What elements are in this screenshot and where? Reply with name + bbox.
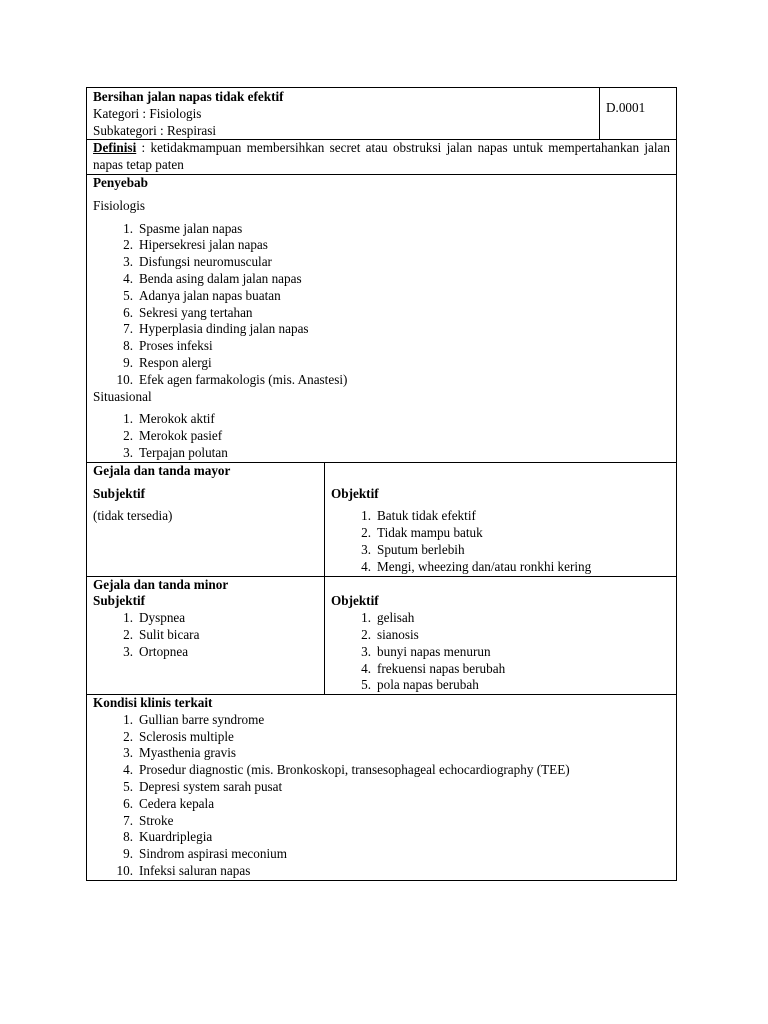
- list-item-text: Kuardriplegia: [139, 829, 213, 845]
- list-item-number: 1.: [123, 711, 133, 727]
- mayor-subjektif-cell: [87, 462, 325, 576]
- list-item: [93, 712, 670, 729]
- minor-row: [87, 576, 677, 695]
- minor-subjektif-list: [93, 610, 318, 660]
- definisi-row: [87, 140, 677, 175]
- code-cell: [600, 88, 677, 140]
- list-item-number: 5.: [123, 287, 133, 303]
- mayor-row: [87, 462, 677, 576]
- list-item: [331, 542, 670, 559]
- list-item: [331, 644, 670, 661]
- list-item-number: 4.: [123, 270, 133, 286]
- list-item: [93, 863, 670, 880]
- list-item-text: Terpajan polutan: [139, 444, 228, 460]
- list-item: [331, 661, 670, 678]
- list-item: [93, 254, 670, 271]
- kondisi-list: [93, 712, 670, 880]
- list-item-text: Merokok aktif: [139, 411, 215, 427]
- list-item: [331, 559, 670, 576]
- list-item: [93, 445, 670, 462]
- list-item-number: 6.: [123, 795, 133, 811]
- diagnosis-code: D.0001: [606, 100, 646, 115]
- list-item-text: Dyspnea: [139, 610, 186, 626]
- list-item-text: Disfungsi neuromuscular: [139, 254, 272, 270]
- list-item-number: 3.: [123, 745, 133, 761]
- minor-objektif-cell: [325, 576, 677, 695]
- list-item-number: 2.: [123, 428, 133, 444]
- list-item: [93, 829, 670, 846]
- list-item: [331, 627, 670, 644]
- list-item-text: Sindrom aspirasi meconium: [139, 846, 287, 862]
- list-item-number: 1.: [361, 610, 371, 626]
- list-item-number: 7.: [123, 321, 133, 337]
- list-item-text: Sputum berlebih: [377, 541, 465, 557]
- list-item-number: 4.: [123, 762, 133, 778]
- header-cell: [87, 88, 600, 140]
- list-item-text: Efek agen farmakologis (mis. Anastesi): [139, 371, 348, 387]
- list-item: [331, 508, 670, 525]
- list-item-text: Hyperplasia dinding jalan napas: [139, 321, 309, 337]
- list-item-number: 7.: [123, 812, 133, 828]
- mayor-objektif-list: [331, 508, 670, 575]
- situasional-list: [93, 411, 670, 461]
- list-item-text: Sclerosis multiple: [139, 728, 234, 744]
- list-item: [93, 428, 670, 445]
- list-item-text: Sulit bicara: [139, 626, 200, 642]
- definisi-text: : ketidakmampuan membersihkan secret atau obstruksi jalan napas untuk mempertahankan jalan napas tetap paten: [93, 140, 671, 173]
- list-item: [93, 779, 670, 796]
- list-item-text: pola napas berubah: [377, 677, 479, 693]
- list-item: [93, 321, 670, 338]
- list-item-text: Merokok pasief: [139, 428, 223, 444]
- list-item-number: 2.: [123, 626, 133, 642]
- list-item: [93, 237, 670, 254]
- list-item-text: Infeksi saluran napas: [139, 863, 251, 879]
- list-item-text: Ortopnea: [139, 643, 189, 659]
- list-item-text: Stroke: [139, 812, 174, 828]
- list-item-text: Depresi system sarah pusat: [139, 779, 283, 795]
- list-item-number: 8.: [123, 829, 133, 845]
- list-item-text: Adanya jalan napas buatan: [139, 287, 281, 303]
- kondisi-label: Kondisi klinis terkait: [93, 695, 213, 711]
- list-item-number: 3.: [123, 444, 133, 460]
- penyebab-row: [87, 174, 677, 462]
- definisi-cell: [87, 140, 677, 175]
- kondisi-row: [87, 695, 677, 881]
- diagnosis-title: Bersihan jalan napas tidak efektif: [93, 89, 284, 104]
- list-item: [93, 372, 670, 389]
- list-item-text: Gullian barre syndrome: [139, 711, 265, 727]
- list-item-number: 3.: [123, 254, 133, 270]
- situasional-label: Situasional: [93, 388, 152, 404]
- list-item-text: Cedera kepala: [139, 795, 215, 811]
- list-item-number: 2.: [123, 728, 133, 744]
- list-item: [93, 305, 670, 322]
- penyebab-label: Penyebab: [93, 174, 148, 190]
- list-item-number: 1.: [361, 508, 371, 524]
- subkategori-text: Subkategori : Respirasi: [93, 122, 217, 138]
- list-item-number: 4.: [361, 660, 371, 676]
- kondisi-cell: [87, 695, 677, 881]
- list-item-number: 3.: [361, 541, 371, 557]
- list-item: [93, 813, 670, 830]
- kategori-text: Kategori : Fisiologis: [93, 105, 202, 121]
- list-item-text: Benda asing dalam jalan napas: [139, 270, 302, 286]
- list-item-text: Spasme jalan napas: [139, 220, 243, 236]
- list-item: [93, 610, 318, 627]
- list-item-text: Mengi, wheezing dan/atau ronkhi kering: [377, 558, 592, 574]
- list-item-number: 10.: [116, 371, 133, 387]
- list-item: [93, 745, 670, 762]
- list-item: [93, 355, 670, 372]
- list-item-number: 8.: [123, 338, 133, 354]
- list-item: [93, 796, 670, 813]
- mayor-label: Gejala dan tanda mayor: [93, 462, 231, 478]
- list-item: [93, 627, 318, 644]
- header-row: [87, 88, 677, 140]
- list-item-number: 1.: [123, 610, 133, 626]
- fisiologis-label: Fisiologis: [93, 197, 146, 213]
- list-item-text: Respon alergi: [139, 354, 212, 370]
- list-item-number: 3.: [123, 643, 133, 659]
- list-item-text: Proses infeksi: [139, 338, 213, 354]
- minor-objektif-label: Objektif: [331, 593, 379, 609]
- list-item-number: 10.: [116, 863, 133, 879]
- list-item: [93, 221, 670, 238]
- list-item-number: 9.: [123, 354, 133, 370]
- list-item-number: 5.: [123, 779, 133, 795]
- list-item-number: 1.: [123, 220, 133, 236]
- list-item: [93, 762, 670, 779]
- list-item-number: 4.: [361, 558, 371, 574]
- list-item-text: Hipersekresi jalan napas: [139, 237, 268, 253]
- list-item: [93, 271, 670, 288]
- list-item-text: sianosis: [377, 626, 419, 642]
- mayor-objektif-cell: [325, 462, 677, 576]
- diagnosis-table: [86, 87, 677, 881]
- list-item-number: 2.: [361, 525, 371, 541]
- list-item-number: 6.: [123, 304, 133, 320]
- list-item-number: 1.: [123, 411, 133, 427]
- list-item: [331, 677, 670, 694]
- mayor-objektif-label: Objektif: [331, 485, 379, 501]
- list-item-number: 2.: [123, 237, 133, 253]
- list-item: [331, 525, 670, 542]
- list-item-text: Prosedur diagnostic (mis. Bronkoskopi, transesophageal echocardiography (TEE): [139, 762, 570, 778]
- minor-subjektif-label: Subjektif: [93, 593, 146, 609]
- list-item: [93, 338, 670, 355]
- minor-label: Gejala dan tanda minor: [93, 576, 229, 592]
- fisiologis-list: [93, 221, 670, 389]
- list-item-number: 2.: [361, 626, 371, 642]
- list-item-text: Sekresi yang tertahan: [139, 304, 253, 320]
- list-item-number: 9.: [123, 846, 133, 862]
- list-item: [331, 610, 670, 627]
- list-item: [93, 846, 670, 863]
- mayor-subjektif-label: Subjektif: [93, 485, 146, 501]
- list-item-number: 5.: [361, 677, 371, 693]
- list-item-text: Myasthenia gravis: [139, 745, 237, 761]
- list-item-text: Batuk tidak efektif: [377, 508, 476, 524]
- list-item: [93, 288, 670, 305]
- list-item: [93, 729, 670, 746]
- list-item-number: 3.: [361, 643, 371, 659]
- list-item-text: bunyi napas menurun: [377, 643, 491, 659]
- list-item: [93, 411, 670, 428]
- list-item-text: frekuensi napas berubah: [377, 660, 506, 676]
- definisi-label: Definisi: [93, 140, 137, 156]
- list-item-text: Tidak mampu batuk: [377, 525, 483, 541]
- penyebab-cell: [87, 174, 677, 462]
- minor-objektif-list: [331, 610, 670, 694]
- list-item-text: gelisah: [377, 610, 415, 626]
- mayor-subjektif-text: (tidak tersedia): [93, 508, 173, 524]
- list-item: [93, 644, 318, 661]
- minor-subjektif-cell: [87, 576, 325, 695]
